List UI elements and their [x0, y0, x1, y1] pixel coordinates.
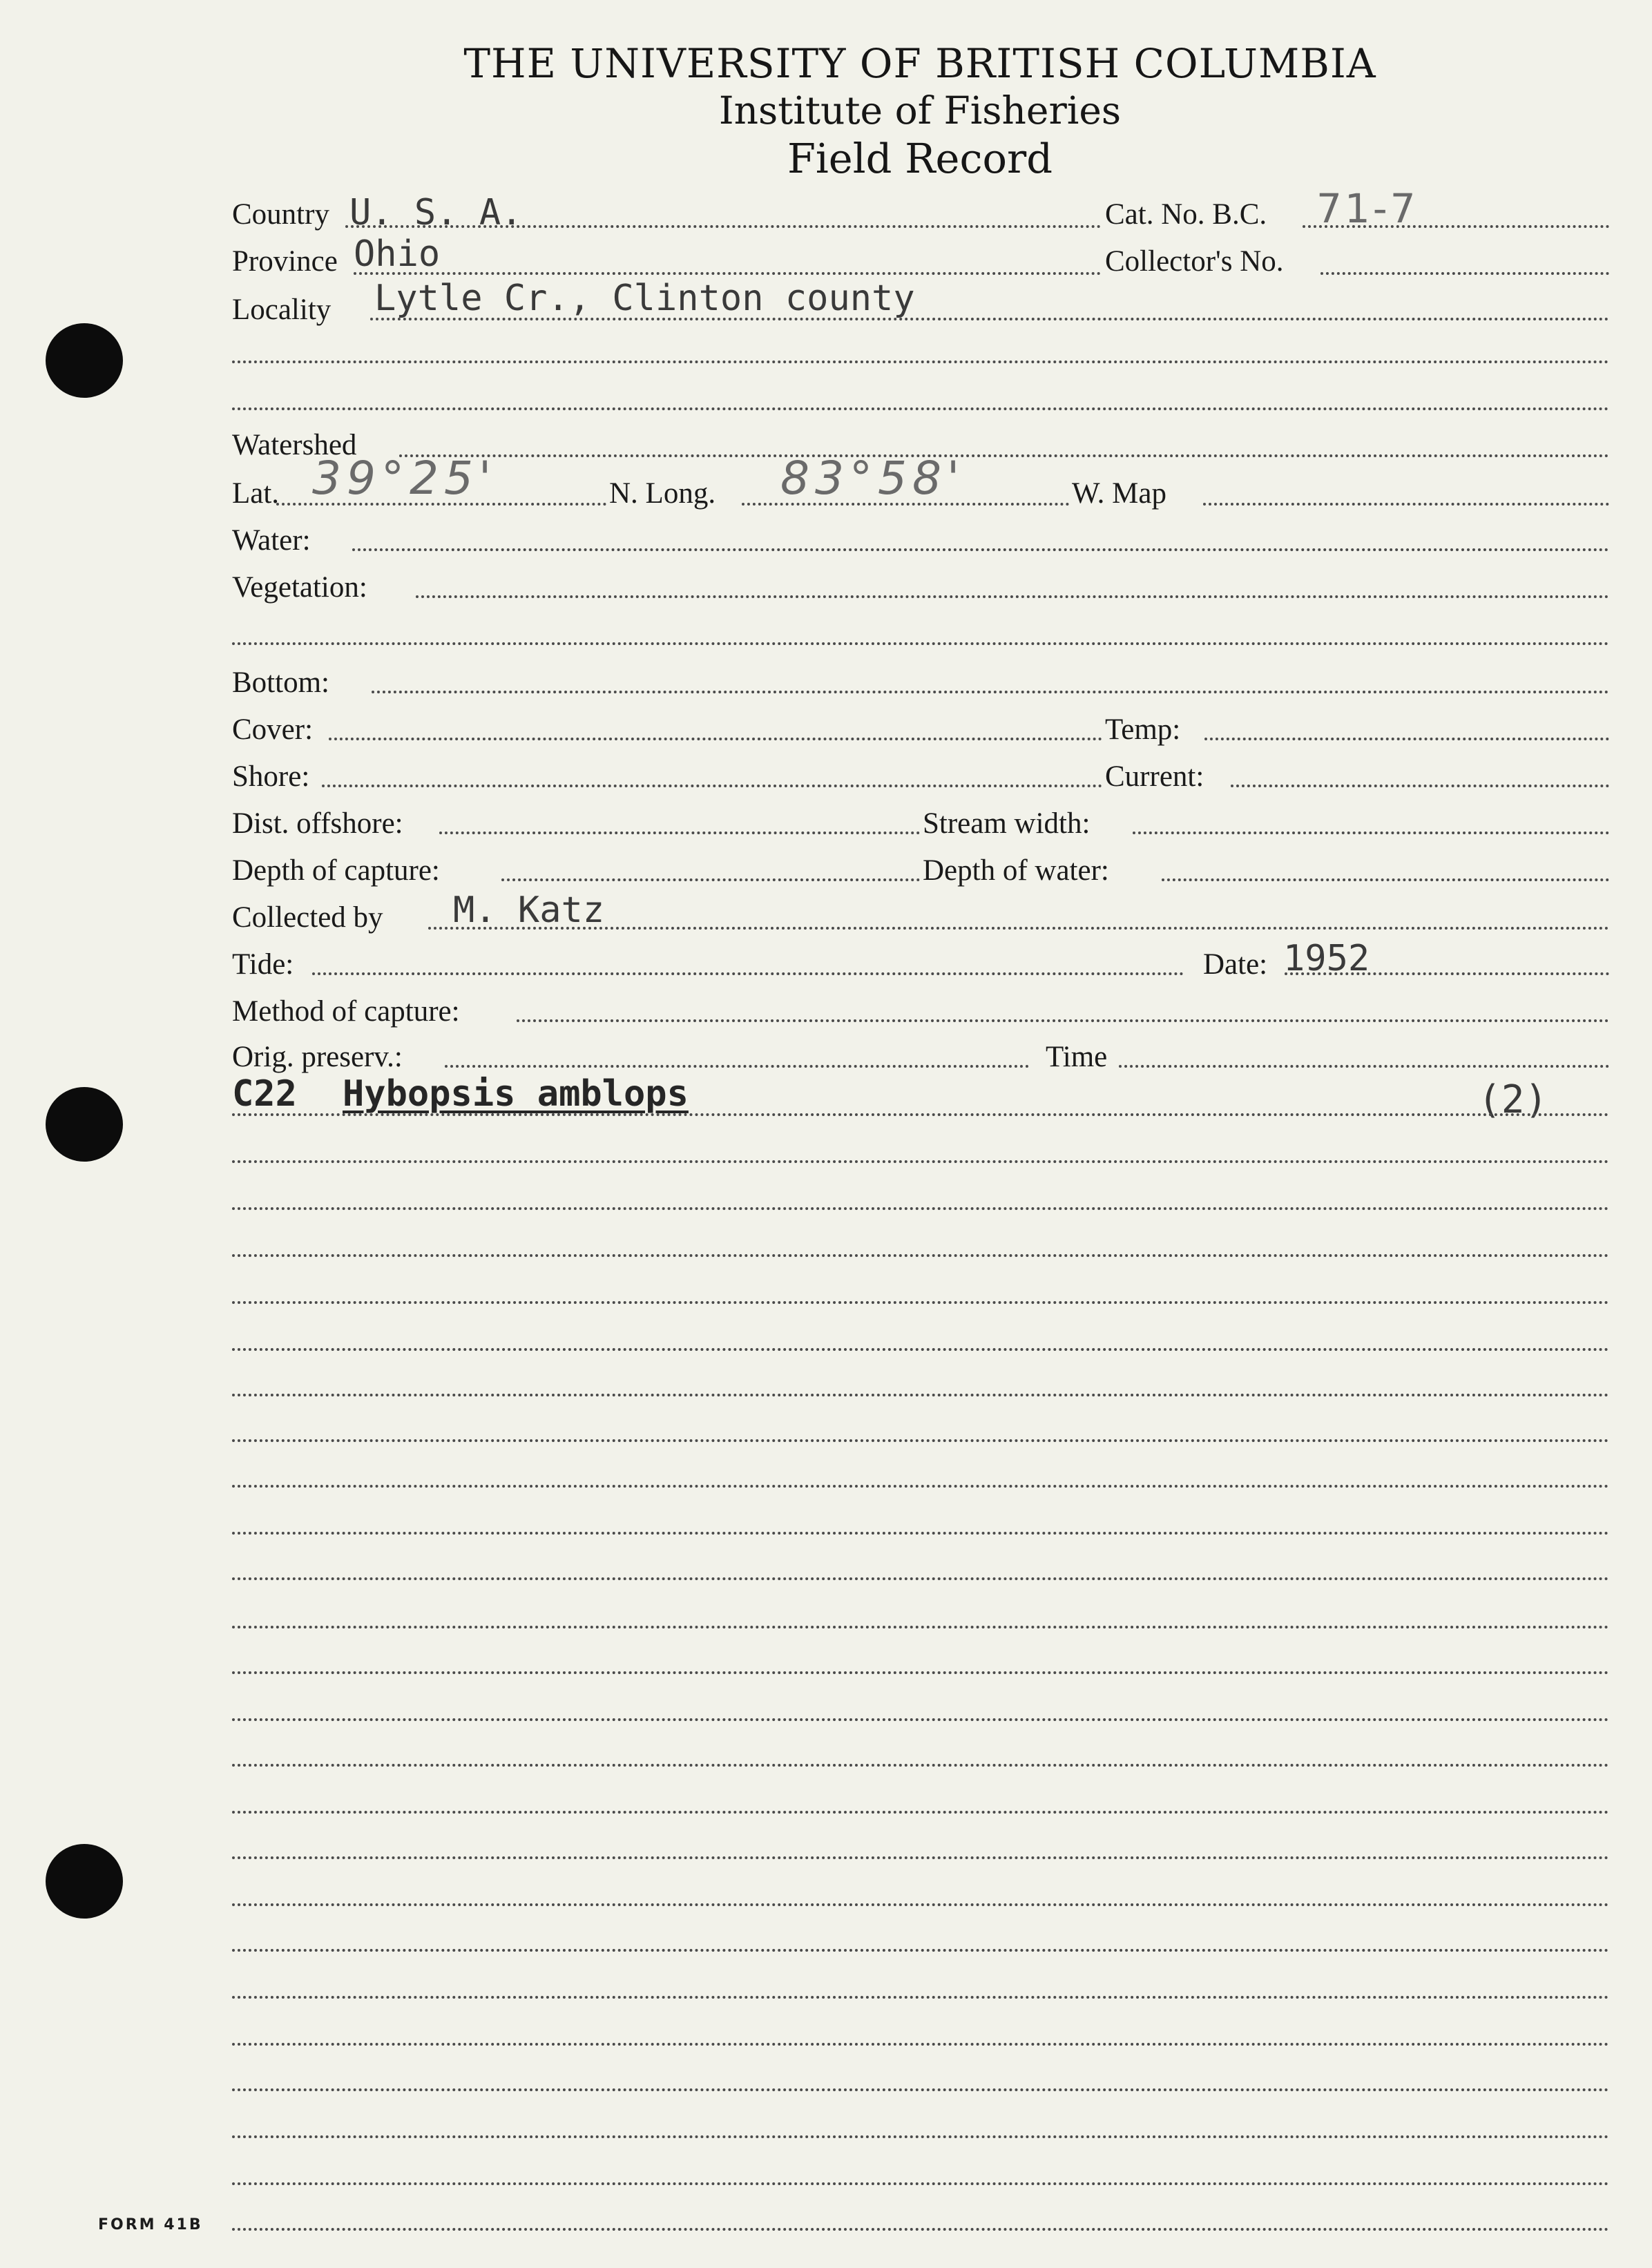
shore-label: Shore: — [232, 760, 310, 793]
dist-offshore-label: Dist. offshore: — [232, 807, 403, 840]
ruled-line — [232, 1577, 1609, 1580]
ruled-line — [232, 1996, 1609, 1999]
depth-capture-line — [501, 878, 920, 881]
tide-label: Tide: — [232, 948, 294, 981]
ruled-line — [232, 2043, 1609, 2046]
country-label: Country — [232, 198, 329, 231]
date-label: Date: — [1203, 948, 1268, 981]
collected-by-line — [428, 927, 1609, 930]
locality-label: Locality — [232, 294, 332, 326]
blank-line — [232, 407, 1609, 410]
blank-line — [232, 642, 1609, 645]
watershed-line — [399, 454, 1609, 457]
vegetation-line — [416, 595, 1609, 598]
ruled-line — [232, 1439, 1609, 1442]
current-label: Current: — [1105, 760, 1204, 793]
ruled-line — [232, 2088, 1609, 2091]
temp-line — [1204, 738, 1609, 740]
ruled-line — [232, 1160, 1609, 1163]
method-label: Method of capture: — [232, 995, 460, 1028]
vegetation-label: Vegetation: — [232, 571, 367, 604]
province-label: Province — [232, 245, 338, 278]
ruled-line — [232, 1764, 1609, 1767]
orig-preserv-line — [445, 1065, 1029, 1068]
ruled-line — [232, 1718, 1609, 1721]
cover-line — [329, 738, 1102, 740]
stream-width-label: Stream width: — [923, 807, 1091, 840]
depth-capture-label: Depth of capture: — [232, 854, 440, 887]
map-line — [1203, 503, 1609, 506]
collected-by-value: M. Katz — [453, 890, 605, 931]
ruled-line — [232, 1348, 1609, 1351]
punch-hole-bottom — [46, 1844, 123, 1919]
lat-value: 39°25' — [312, 452, 497, 505]
bottom-label: Bottom: — [232, 666, 329, 699]
ruled-line — [232, 2182, 1609, 2185]
country-value: U. S. A. — [349, 192, 523, 233]
department-title: Institute of Fisheries — [718, 88, 1122, 133]
method-line — [517, 1019, 1609, 1022]
orig-preserv-label: Orig. preserv.: — [232, 1041, 403, 1073]
specimen-count: (2) — [1478, 1077, 1548, 1122]
ruled-line — [232, 1532, 1609, 1535]
collected-by-label: Collected by — [232, 901, 383, 934]
w-map-label: W. Map — [1072, 477, 1166, 510]
punch-hole-middle — [46, 1087, 123, 1162]
cat-no-value: 71-7 — [1316, 185, 1419, 232]
specimen-code: C22 — [232, 1073, 297, 1115]
date-value: 1952 — [1283, 938, 1370, 979]
ruled-line — [232, 1485, 1609, 1488]
ruled-line — [232, 2135, 1609, 2138]
bottom-line — [372, 691, 1609, 693]
ruled-line — [232, 1949, 1609, 1952]
cover-label: Cover: — [232, 713, 314, 746]
ruled-line — [232, 1811, 1609, 1814]
current-line — [1231, 785, 1609, 787]
watershed-label: Watershed — [232, 429, 357, 461]
long-value: 83°58' — [780, 452, 966, 505]
depth-water-line — [1162, 878, 1609, 881]
shore-line — [322, 785, 1102, 787]
ruled-line — [232, 1671, 1609, 1674]
temp-label: Temp: — [1105, 713, 1181, 746]
ruled-line — [232, 1626, 1609, 1628]
form-number: FORM 41B — [98, 2216, 203, 2233]
specimen-name: Hybopsis amblops — [343, 1073, 689, 1115]
ruled-line — [232, 1207, 1609, 1210]
collectors-no-line — [1320, 272, 1609, 275]
water-label: Water: — [232, 524, 311, 557]
specimen-line — [232, 1113, 1609, 1116]
ruled-line — [232, 1254, 1609, 1257]
water-line — [352, 548, 1609, 551]
ruled-line — [232, 1394, 1609, 1396]
ruled-line — [232, 1856, 1609, 1859]
ruled-line — [232, 1301, 1609, 1304]
lat-label: Lat. — [232, 477, 280, 510]
collectors-no-label: Collector's No. — [1105, 245, 1284, 278]
depth-water-label: Depth of water: — [923, 854, 1109, 887]
province-value: Ohio — [354, 233, 441, 275]
locality-value: Lytle Cr., Clinton county — [374, 278, 915, 319]
cat-no-label: Cat. No. B.C. — [1105, 198, 1267, 231]
time-label: Time — [1046, 1041, 1108, 1073]
province-line — [354, 272, 1101, 275]
stream-width-line — [1133, 832, 1609, 834]
form-title: Field Record — [787, 135, 1053, 182]
ruled-line — [232, 2228, 1609, 2231]
dist-offshore-line — [439, 832, 920, 834]
punch-hole-top — [46, 323, 123, 398]
tide-line — [312, 972, 1184, 975]
ruled-line — [232, 1903, 1609, 1906]
blank-line — [232, 361, 1609, 363]
time-line — [1119, 1065, 1609, 1068]
n-long-label: N. Long. — [609, 477, 716, 510]
institution-title: THE UNIVERSITY OF BRITISH COLUMBIA — [463, 40, 1376, 87]
